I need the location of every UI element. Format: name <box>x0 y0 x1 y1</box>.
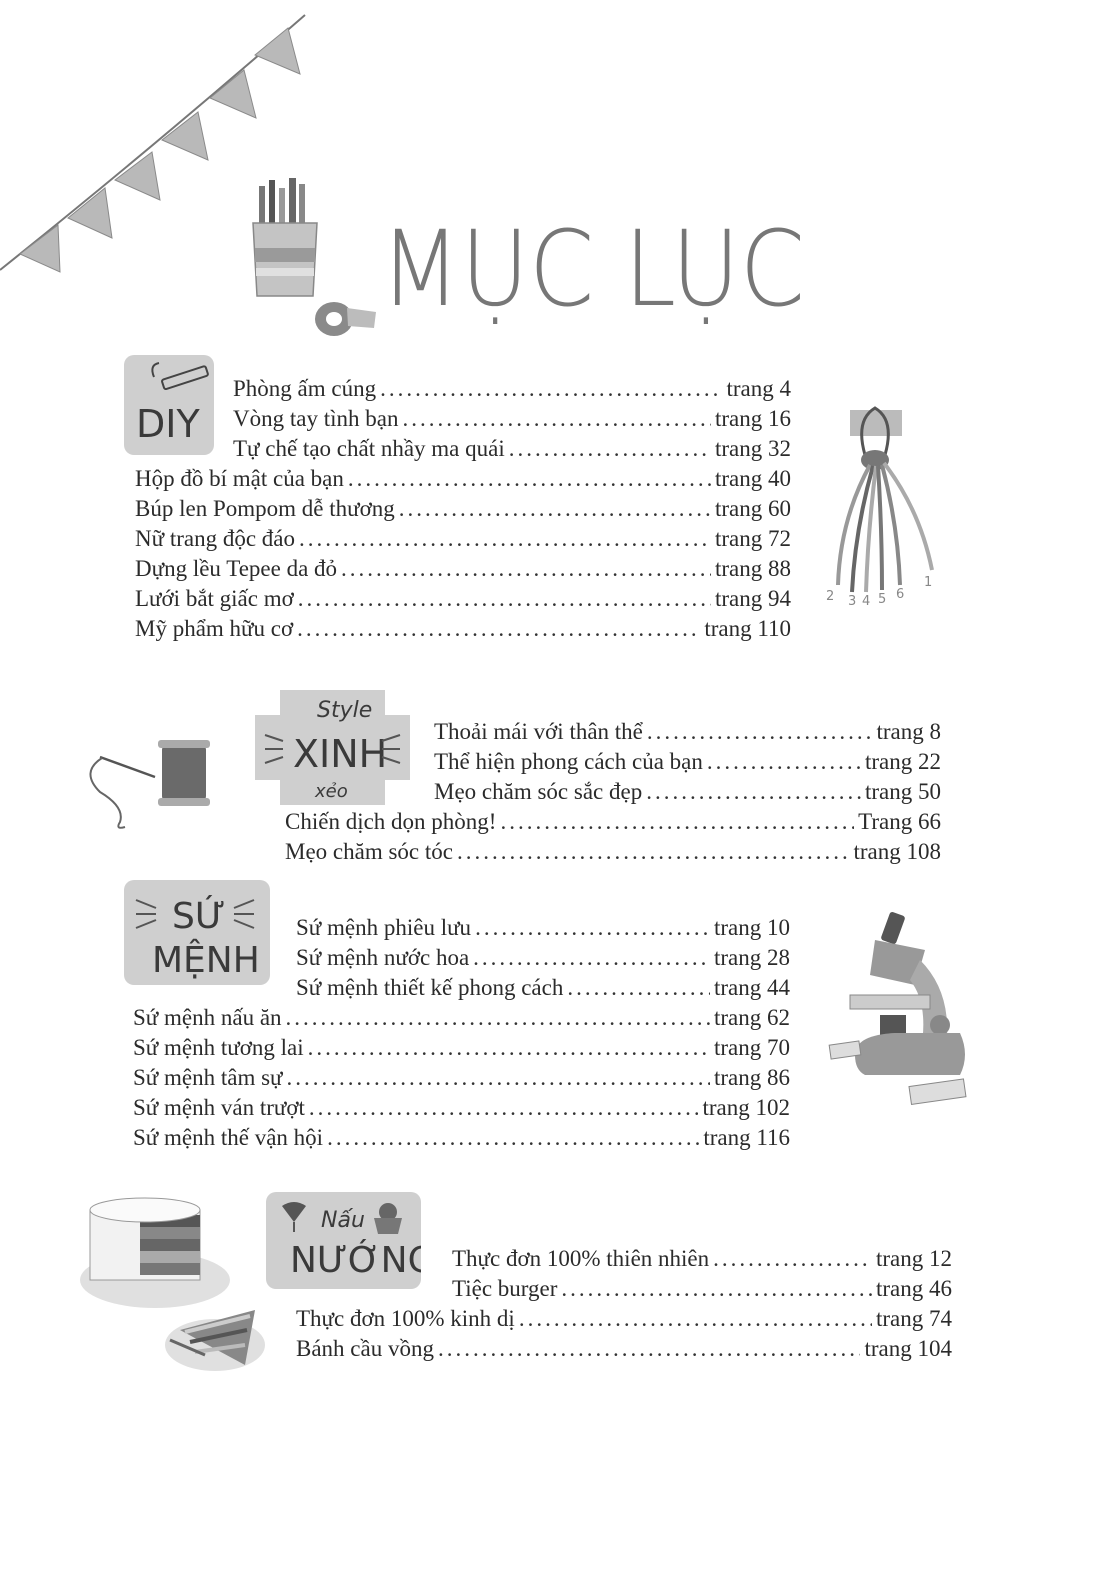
page-title <box>380 205 820 345</box>
toc-entry-page: Trang 66 <box>858 809 941 834</box>
toc-entry-title: Búp len Pompom dễ thương <box>135 496 395 521</box>
toc-entry[interactable] <box>296 1306 952 1336</box>
toc-entry-page: trang 10 <box>713 915 790 940</box>
ice-cream-icon <box>282 1202 306 1232</box>
bracelet-number: 6 <box>896 587 905 602</box>
toc-entry-title: Tiệc burger <box>452 1276 558 1301</box>
toc-entry[interactable] <box>135 616 791 646</box>
toc-entry[interactable] <box>296 915 790 945</box>
toc-entry-title: Tự chế tạo chất nhầy ma quái <box>233 436 505 461</box>
svg-text:NƯỚNG: NƯỚNG <box>290 1240 421 1281</box>
toc-entry[interactable] <box>135 556 791 586</box>
toc-entry-page: trang 72 <box>714 526 791 551</box>
toc-entry[interactable] <box>133 1065 790 1095</box>
needle-thread-icon <box>80 732 220 832</box>
toc-entry-title: Sứ mệnh phiêu lưu <box>296 915 472 940</box>
section-badge-style <box>255 685 410 810</box>
toc-entry-page: trang 108 <box>853 839 941 864</box>
toc-entry-title: Sứ mệnh ván trượt <box>133 1095 305 1120</box>
toc-entry-title: Vòng tay tình bạn <box>233 406 399 431</box>
toc-entry[interactable] <box>434 719 941 749</box>
svg-text:xẻo: xẻo <box>315 781 348 802</box>
section-badge-nau-nuong <box>266 1192 421 1289</box>
toc-entry[interactable] <box>285 809 941 839</box>
toc-entry-page: trang 12 <box>875 1246 952 1271</box>
toc-entry[interactable] <box>135 526 791 556</box>
toc-entry-title: Sứ mệnh nấu ăn <box>133 1005 282 1030</box>
toc-entry-title: Thực đơn 100% kinh dị <box>296 1306 515 1331</box>
toc-entry[interactable] <box>133 1095 790 1125</box>
section-badge-su-menh <box>124 880 270 985</box>
toc-entry-page: trang 16 <box>714 406 791 431</box>
toc-entry-page: trang 88 <box>714 556 791 581</box>
toc-entry-page: trang 4 <box>726 376 791 401</box>
toc-entry-page: trang 50 <box>864 779 941 804</box>
toc-entry-page: trang 116 <box>703 1125 790 1150</box>
toc-entry-page: trang 62 <box>713 1005 790 1030</box>
cupcake-icon <box>374 1203 402 1234</box>
toc-entry-title: Nữ trang độc đáo <box>135 526 296 551</box>
toc-entry-title: Mẹo chăm sóc tóc <box>285 839 453 864</box>
toc-entry[interactable] <box>133 1125 790 1155</box>
toc-entry-title: Sứ mệnh nước hoa <box>296 945 470 970</box>
toc-entry-page: trang 74 <box>875 1306 952 1331</box>
toc-entry-page: trang 86 <box>713 1065 790 1090</box>
bracelet-number: 3 <box>848 594 857 609</box>
toc-entry[interactable] <box>133 1035 790 1065</box>
svg-text:Nấu: Nấu <box>321 1208 365 1233</box>
toc-entry-page: trang 102 <box>702 1095 790 1120</box>
toc-entry-title: Sứ mệnh tâm sự <box>133 1065 283 1090</box>
toc-entry-page: trang 8 <box>876 719 941 744</box>
bracelet-number: 2 <box>826 589 835 604</box>
friendship-bracelet-icon <box>820 400 945 610</box>
toc-entry-title: Thể hiện phong cách của bạn <box>434 749 703 774</box>
toc-entry[interactable] <box>135 466 791 496</box>
toc-entry-title: Dựng lều Tepee da đỏ <box>135 556 338 581</box>
toc-entry[interactable] <box>285 839 941 869</box>
toc-entry[interactable] <box>233 406 791 436</box>
svg-text:SỨ: SỨ <box>172 896 226 937</box>
toc-entry[interactable] <box>233 376 791 406</box>
toc-entry[interactable] <box>296 1336 952 1366</box>
toc-entry-page: trang 44 <box>713 975 790 1000</box>
toc-entry[interactable] <box>133 1005 790 1035</box>
toc-entry-title: Sứ mệnh tương lai <box>133 1035 304 1060</box>
tape-roll-icon <box>312 298 378 340</box>
bracelet-number: 4 <box>862 594 871 609</box>
toc-entry[interactable] <box>233 436 791 466</box>
svg-text:XINH: XINH <box>293 732 388 776</box>
pencil-cup-icon <box>245 178 325 303</box>
bracelet-number: 5 <box>878 592 887 607</box>
toc-entry[interactable] <box>135 586 791 616</box>
microscope-icon <box>825 905 975 1110</box>
toc-entry[interactable] <box>296 945 790 975</box>
svg-text:DIY: DIY <box>136 402 200 446</box>
toc-entry-title: Hộp đồ bí mật của bạn <box>135 466 344 491</box>
toc-entry[interactable] <box>135 496 791 526</box>
toc-entry-title: Thoải mái với thân thể <box>434 719 643 744</box>
toc-entry-page: trang 32 <box>714 436 791 461</box>
toc-entry-title: Bánh cầu vồng <box>296 1336 434 1361</box>
toc-entry-page: trang 40 <box>714 466 791 491</box>
toc-entry-page: trang 46 <box>875 1276 952 1301</box>
svg-text:MỆNH: MỆNH <box>152 940 260 981</box>
toc-entry[interactable] <box>452 1276 952 1306</box>
toc-entry-page: trang 28 <box>713 945 790 970</box>
toc-entry-page: trang 60 <box>714 496 791 521</box>
toc-entry-title: Mẹo chăm sóc sắc đẹp <box>434 779 643 804</box>
section-badge-diy <box>124 355 214 455</box>
toc-entry-page: trang 22 <box>864 749 941 774</box>
toc-entry[interactable] <box>434 749 941 779</box>
toc-entry-title: Chiến dịch dọn phòng! <box>285 809 497 834</box>
toc-entry-title: Lưới bắt giấc mơ <box>135 586 294 611</box>
svg-text:Style: Style <box>317 698 373 723</box>
toc-entry-title: Sứ mệnh thiết kế phong cách <box>296 975 564 1000</box>
rainbow-cake-icon <box>75 1190 270 1380</box>
toc-entry[interactable] <box>434 779 941 809</box>
toc-entry-title: Mỹ phẩm hữu cơ <box>135 616 294 641</box>
toc-entry[interactable] <box>296 975 790 1005</box>
toc-entry-title: Sứ mệnh thế vận hội <box>133 1125 324 1150</box>
svg-text:MỤC LỤC: MỤC LỤC <box>380 208 805 330</box>
toc-entry-page: trang 104 <box>864 1336 952 1361</box>
bracelet-number: 1 <box>924 575 933 590</box>
toc-entry[interactable] <box>452 1246 952 1276</box>
toc-entry-page: trang 110 <box>704 616 791 641</box>
toc-entry-page: trang 70 <box>713 1035 790 1060</box>
toc-entry-title: Phòng ấm cúng <box>233 376 377 401</box>
toc-entry-page: trang 94 <box>714 586 791 611</box>
toc-entry-title: Thực đơn 100% thiên nhiên <box>452 1246 710 1271</box>
